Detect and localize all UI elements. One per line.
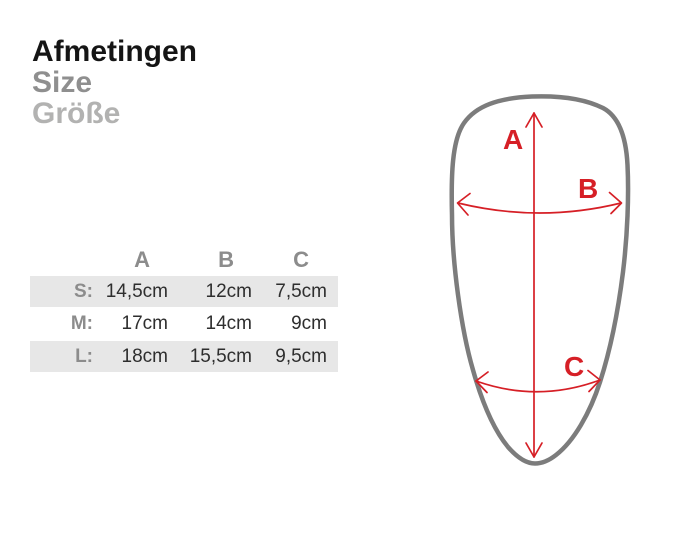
label-a: A [503, 124, 524, 155]
column-header-a: A [134, 246, 150, 272]
height-arrow-a [526, 113, 542, 457]
value-m-a: 17cm [121, 313, 168, 334]
value-l-b: 15,5cm [189, 345, 252, 367]
column-header-c: C [293, 246, 309, 272]
value-m-c: 9cm [291, 313, 327, 334]
value-l-c: 9,5cm [275, 345, 327, 367]
label-c: C [564, 351, 585, 382]
row-label-l: L: [75, 345, 93, 367]
value-s-b: 12cm [205, 280, 252, 302]
row-label-m: M: [70, 313, 93, 334]
column-header-b: B [218, 246, 234, 272]
label-b: B [578, 173, 599, 204]
value-m-b: 14cm [205, 313, 252, 334]
row-label-s: S: [74, 280, 93, 302]
value-s-c: 7,5cm [275, 280, 327, 302]
title-english: Size [32, 66, 93, 99]
title-dutch: Afmetingen [32, 35, 197, 68]
title-german: Größe [32, 97, 121, 130]
value-l-a: 18cm [121, 345, 168, 367]
shin-guard-outline-icon [452, 96, 628, 463]
value-s-a: 14,5cm [105, 280, 168, 302]
